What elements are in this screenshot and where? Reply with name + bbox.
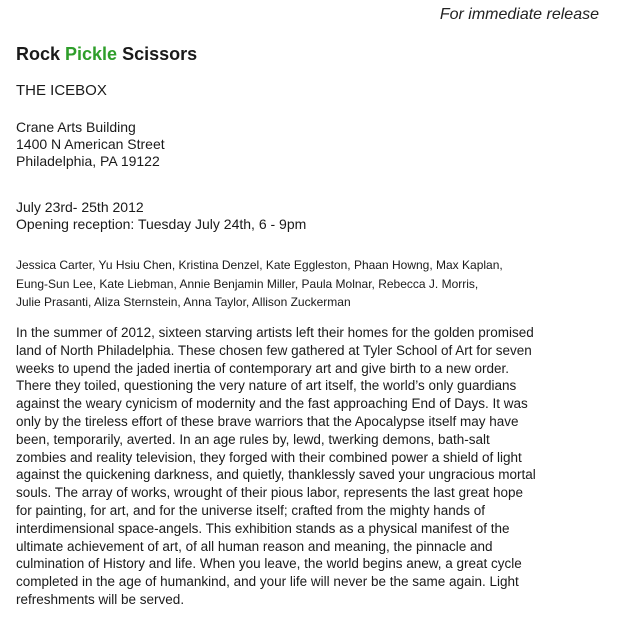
release-label: For immediate release xyxy=(439,6,599,23)
title-part-pickle: Pickle xyxy=(65,44,118,64)
body-line: against the quickening darkness, and quietly, thanklessly saved your ungracious mortal xyxy=(16,467,536,483)
title-part-rock: Rock xyxy=(16,44,66,64)
title-part-scissors: Scissors xyxy=(117,44,198,64)
venue-address xyxy=(16,119,165,170)
body-line: completed in the age of humankind, and your life will never be the same again. Light xyxy=(16,574,519,590)
body-line: refreshments will be served. xyxy=(16,591,185,607)
body-line: zombies and reality television, they forged with their combined power a shield of light xyxy=(16,449,522,465)
body-line: for painting, for art, and for the universe itself; crafted from the mighty hands of xyxy=(16,502,485,518)
date-range: July 23rd- 25th 2012 xyxy=(16,199,144,215)
artist-list xyxy=(16,256,616,312)
body-line: souls. The array of works, wrought of their pious labor, represents the last great hope xyxy=(16,485,524,501)
show-name: THE ICEBOX xyxy=(16,82,107,99)
artist-line: Jessica Carter, Yu Hsiu Chen, Kristina Denzel, Kate Eggleston, Phaan Howng, Max Kaplan, xyxy=(16,258,503,272)
event-title xyxy=(16,44,197,65)
body-line: culmination of History and life. When you leave, the world begins anew, a great cycle xyxy=(16,556,522,572)
body-line: only by the tireless effort of these brave warriors that the Apocalypse itself may have xyxy=(16,413,519,429)
address-line: Crane Arts Building xyxy=(16,119,136,135)
opening-reception: Opening reception: Tuesday July 24th, 6 - 9pm xyxy=(16,216,307,232)
address-line: Philadelphia, PA 19122 xyxy=(16,153,160,169)
artist-line: Julie Prasanti, Aliza Sternstein, Anna Taylor, Allison Zuckerman xyxy=(16,295,351,309)
press-release-body xyxy=(16,324,620,609)
body-line: land of North Philadelphia. These chosen few gathered at Tyler School of Art for seven xyxy=(16,342,532,358)
body-line: been, temporarily, averted. In an age rules by, lewd, twerking demons, bath-salt xyxy=(16,431,490,447)
body-line: There they toiled, questioning the very nature of art itself, the world’s only guardians xyxy=(16,378,517,394)
event-dates xyxy=(16,199,306,233)
body-line: In the summer of 2012, sixteen starving artists left their homes for the golden promised xyxy=(16,325,534,340)
address-line: 1400 N American Street xyxy=(16,136,165,152)
body-line: weeks to upend the jaded inertia of contemporary art and give birth to a new order. xyxy=(16,360,510,376)
body-line: ultimate achievement of art, of all human reason and meaning, the pinnacle and xyxy=(16,538,493,554)
body-line: interdimensional space-angels. This exhibition stands as a physical manifest of the xyxy=(16,520,510,536)
body-line: against the weary cynicism of modernity and the fast approaching End of Days. It was xyxy=(16,396,528,412)
artist-line: Eung-Sun Lee, Kate Liebman, Annie Benjamin Miller, Paula Molnar, Rebecca J. Morris, xyxy=(16,276,479,291)
